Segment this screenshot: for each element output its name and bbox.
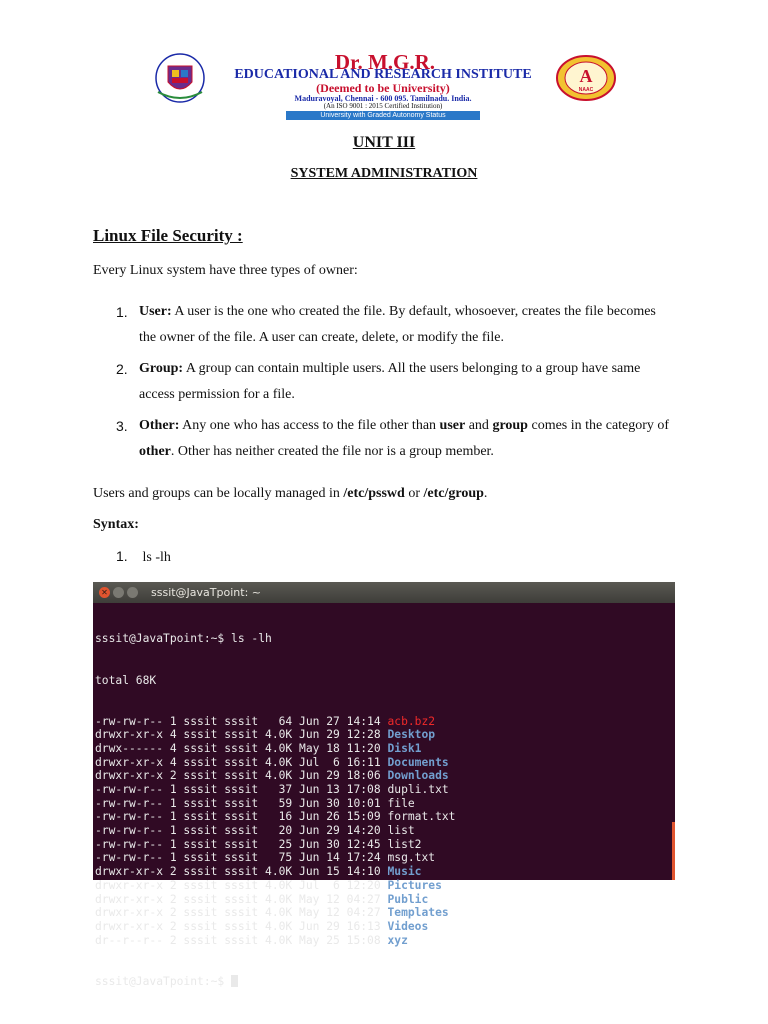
file-meta: drwxr-xr-x 4 sssit sssit 4.0K Jun 29 12:28 [95,728,388,742]
file-name: Music [387,865,422,879]
file-name: Videos [387,919,429,933]
prompt-text: sssit@JavaTpoint:~$ [95,974,232,988]
file-meta: drwx------ 4 sssit sssit 4.0K May 18 11:20 [95,741,388,755]
autonomy-status-band: University with Graded Autonomy Status [286,111,480,120]
listing-row [95,934,673,948]
file-name: format.txt [387,810,456,824]
file-name: file [387,796,415,810]
file-path: /etc/group [423,486,484,501]
intro-paragraph: Every Linux system have three types of owner: [93,263,358,278]
listing-row [95,797,673,811]
prompt-line: sssit@JavaTpoint:~$ ls -lh [95,632,272,646]
listing-row [95,742,673,756]
listing-row [95,879,673,893]
owner-label: Group: [139,361,184,376]
owner-description: . Other has neither created the file nor is a group member. [170,444,494,459]
maximize-icon[interactable] [127,587,138,598]
list-number: 1. [116,548,128,564]
institute-subtitle: EDUCATIONAL AND RESEARCH INSTITUTE [234,67,532,82]
institute-header [150,50,620,122]
naac-seal-icon [555,54,617,102]
terminal-titlebar [93,582,675,603]
owner-description: Any one who has access to the file other than [182,418,437,433]
owner-description: A group can contain multiple users. All the users belonging to a group have same access permission for a file. [139,361,641,402]
users-groups-paragraph [93,486,487,502]
file-meta: drwxr-xr-x 2 sssit sssit 4.0K Jul 6 12:20 [95,878,388,892]
minimize-icon[interactable] [113,587,124,598]
listing-row [95,865,673,879]
institute-name: Dr. M.G.R. [334,50,436,74]
naac-grade: A [579,66,593,86]
emphasis-text: user [439,418,466,433]
owner-label: User: [139,304,172,319]
owner-types-list [116,299,676,470]
file-meta: drwxr-xr-x 2 sssit sssit 4.0K Jun 29 18:06 [95,769,388,783]
owner-description: and [468,418,489,433]
list-item [116,299,676,351]
list-number: 3. [116,418,128,434]
file-name: dupli.txt [387,783,449,797]
file-name: Downloads [387,769,449,783]
paragraph-text: or [408,486,420,501]
section-heading: Linux File Security : [93,226,243,245]
owner-description: comes in the category of [531,418,670,433]
file-name: list2 [387,837,422,851]
owner-description: A user is the one who created the file. By default, whosoever, creates the file becomes the owner of the file. A user can create, delete, or modify the file. [139,304,656,345]
syntax-list [116,548,171,566]
listing-row [95,810,673,824]
listing-row [95,728,673,742]
listing-row [95,769,673,783]
emphasis-text: group [492,418,528,433]
file-name: list [387,824,415,838]
file-name: Pictures [387,878,442,892]
list-number: 1. [116,304,128,320]
listing-row [95,715,673,729]
list-number: 2. [116,361,128,377]
terminal-title: sssit@JavaTpoint: ~ [151,586,261,599]
emphasis-text: other [139,444,171,459]
owner-label: Other: [139,418,180,433]
institute-address: Maduravoyal, Chennai - 600 095. Tamilnadu. India. [294,94,472,103]
unit-title: UNIT III [352,134,416,151]
paragraph-text: . [483,486,488,501]
file-meta: drwxr-xr-x 2 sssit sssit 4.0K May 12 04:27 [95,892,388,906]
listing-row [95,824,673,838]
file-meta: -rw-rw-r-- 1 sssit sssit 64 Jun 27 14:14 [95,714,388,728]
deemed-university-text: (Deemed to be University) [316,81,450,95]
file-name: Documents [387,755,449,769]
file-name: Templates [387,906,449,920]
file-name: Public [387,892,429,906]
listing-row [95,756,673,770]
command-text: ls -lh [142,550,171,565]
total-line: total 68K [95,673,157,687]
file-name: Disk1 [387,741,422,755]
file-meta: -rw-rw-r-- 1 sssit sssit 75 Jun 14 17:24 [95,851,388,865]
file-name: Desktop [387,728,436,742]
file-meta: -rw-rw-r-- 1 sssit sssit 25 Jun 30 12:45 [95,837,388,851]
file-meta: dr--r--r-- 2 sssit sssit 4.0K May 25 15:08 [95,933,388,947]
subject-title: SYSTEM ADMINISTRATION [290,166,478,181]
listing-row [95,838,673,852]
terminal-window [93,582,675,988]
file-meta: drwxr-xr-x 2 sssit sssit 4.0K Jun 29 16:13 [95,919,388,933]
listing-row [95,920,673,934]
cursor-icon [231,975,238,987]
file-meta: -rw-rw-r-- 1 sssit sssit 16 Jun 26 15:09 [95,810,388,824]
terminal-output[interactable] [93,603,675,1018]
close-icon[interactable]: ✕ [99,587,110,598]
file-meta: drwxr-xr-x 2 sssit sssit 4.0K Jun 15 14:10 [95,865,388,879]
file-name: xyz [387,933,408,947]
file-meta: -rw-rw-r-- 1 sssit sssit 37 Jun 13 17:08 [95,783,388,797]
naac-label: NAAC [578,87,594,93]
iso-certification: (An ISO 9001 : 2015 Certified Institution) [323,102,443,110]
file-name: acb.bz2 [387,714,436,728]
list-item [116,356,676,408]
listing-row [95,893,673,907]
file-meta: -rw-rw-r-- 1 sssit sssit 20 Jun 29 14:20 [95,824,388,838]
listing-row [95,783,673,797]
file-meta: drwxr-xr-x 4 sssit sssit 4.0K Jul 6 16:11 [95,755,388,769]
list-item [116,413,676,465]
file-meta: drwxr-xr-x 2 sssit sssit 4.0K May 12 04:27 [95,906,388,920]
paragraph-text: Users and groups can be locally managed in [93,486,340,501]
final-prompt [95,975,673,989]
file-name: msg.txt [387,851,436,865]
scrollbar[interactable] [672,822,675,880]
listing-row [95,906,673,920]
file-meta: -rw-rw-r-- 1 sssit sssit 59 Jun 30 10:01 [95,796,388,810]
file-path: /etc/psswd [343,486,405,501]
listing-row [95,851,673,865]
syntax-label: Syntax: [93,517,139,532]
